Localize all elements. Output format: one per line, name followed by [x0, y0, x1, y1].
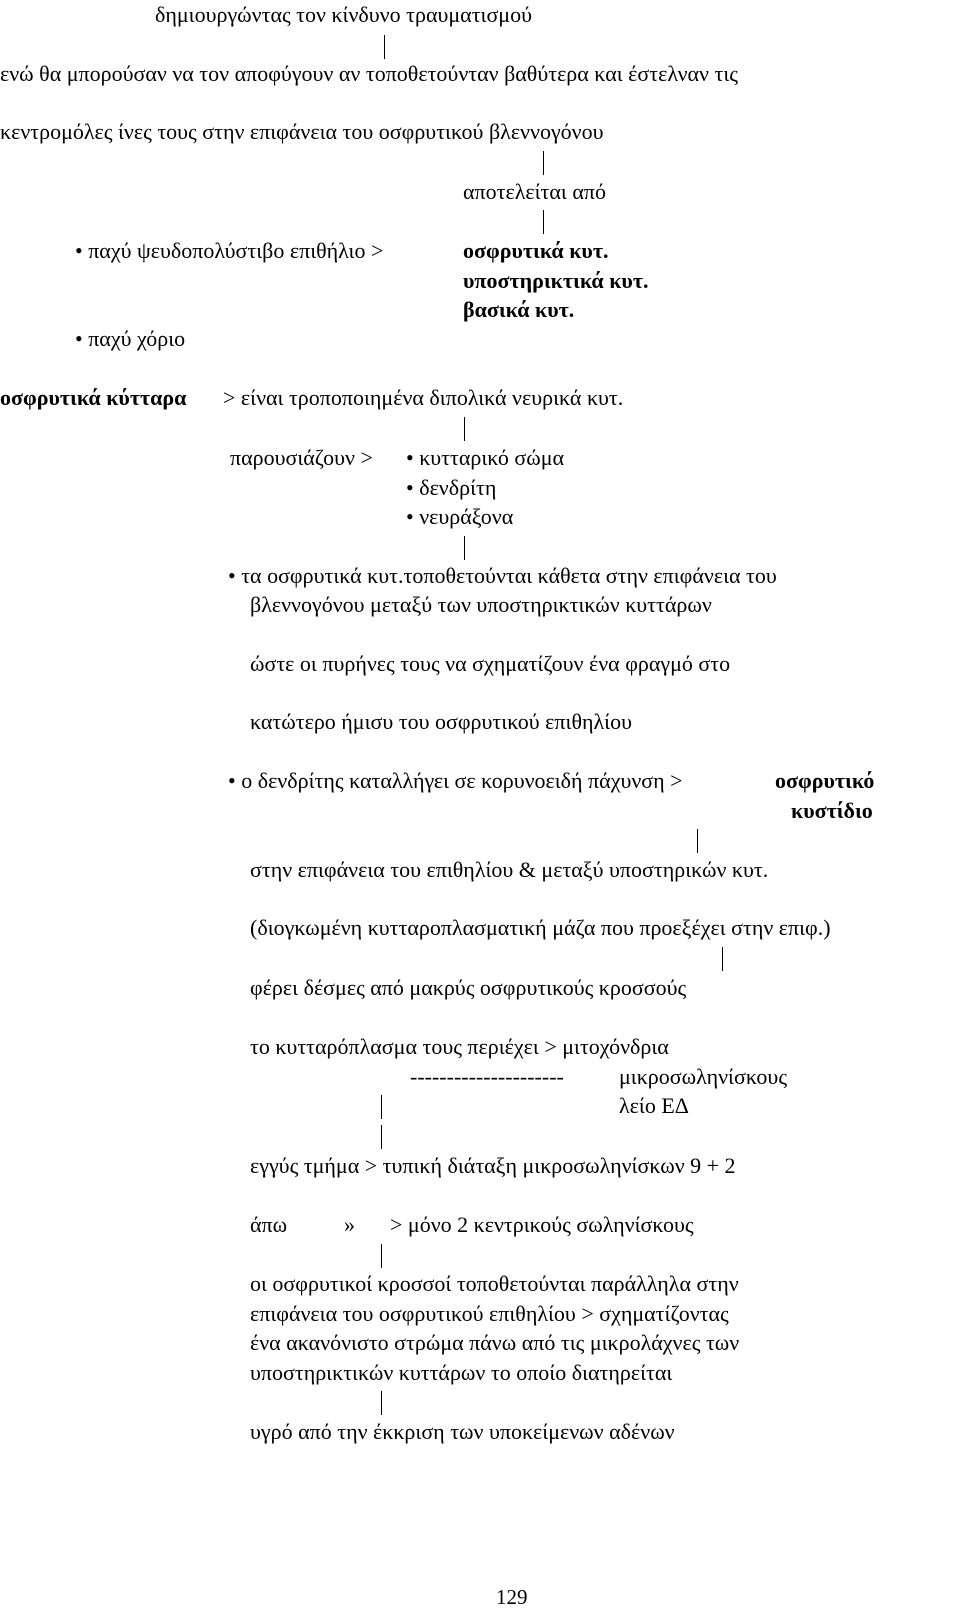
text-line: ώστε οι πυρήνες τους να σχηματίζουν ένα φραγμό στο	[250, 651, 731, 676]
bold-term: οσφρυτικό	[775, 768, 875, 793]
text-line: μικροσωληνίσκους	[619, 1064, 788, 1089]
ditto-mark: »	[344, 1212, 355, 1237]
text-line: • τα οσφρυτικά κυτ.τοποθετούνται κάθετα στην επιφάνεια του	[228, 563, 777, 588]
text-line: ένα ακανόνιστο στρώμα πάνω από τις μικρολάχνες των	[250, 1330, 740, 1355]
dash-line: ---------------------	[410, 1064, 564, 1089]
text-line: δημιουργώντας τον κίνδυνο τραυματισμού	[155, 2, 532, 27]
text-line: φέρει δέσμες από μακρύς οσφρυτικούς κροσσούς	[250, 975, 687, 1000]
list-item: • δενδρίτη	[406, 475, 497, 500]
text-line: ενώ θα μπορούσαν να τον αποφύγουν αν τοποθετούνταν βαθύτερα και έστελναν τις	[0, 61, 738, 86]
connector-bar	[381, 1125, 382, 1149]
connector-bar	[464, 536, 465, 560]
bold-term: κυστίδιο	[791, 798, 873, 823]
page-number: 129	[496, 1585, 528, 1609]
text-line: βλεννογόνου μεταξύ των υποστηρικτικών κυττάρων	[250, 592, 712, 617]
connector-bar	[381, 1095, 382, 1119]
connector-bar	[697, 829, 698, 853]
connector-bar	[543, 151, 544, 175]
connector-bar	[381, 1391, 382, 1415]
text-line: • παχύ χόριο	[75, 326, 186, 351]
text-line: λείο ΕΔ	[619, 1093, 689, 1118]
connector-bar	[381, 1244, 382, 1268]
bold-term: βασικά κυτ.	[463, 297, 575, 322]
text-line: στην επιφάνεια του επιθηλίου & μεταξύ υποστηρικών κυτ.	[250, 857, 769, 882]
bold-term: υποστηρικτικά κυτ.	[463, 268, 649, 293]
bold-term: οσφρυτικά κύτταρα	[0, 385, 187, 410]
list-item: • κυτταρικό σώμα	[406, 445, 565, 470]
text-line: επιφάνεια του οσφρυτικού επιθηλίου > σχηματίζοντας	[250, 1301, 729, 1326]
bold-term: οσφρυτικά κυτ.	[463, 238, 609, 263]
text-line: > είναι τροποποιημένα διπολικά νευρικά κυτ.	[223, 385, 624, 410]
connector-bar	[384, 35, 385, 59]
text-line: • παχύ ψευδοπολύστιβο επιθήλιο >	[75, 238, 384, 263]
text-line: κεντρομόλες ίνες τους στην επιφάνεια του οσφρυτικού βλεννογόνου	[0, 119, 604, 144]
text-line: παρουσιάζουν >	[230, 445, 373, 470]
text-line: • ο δενδρίτης καταλλήγει σε κορυνοειδή πάχυνση >	[228, 768, 683, 793]
text-line: εγγύς τμήμα > τυπική διάταξη μικροσωληνίσκων 9 + 2	[250, 1153, 736, 1178]
text-line: > μόνο 2 κεντρικούς σωληνίσκους	[390, 1212, 694, 1237]
text-line: υποστηρικτικών κυττάρων το οποίο διατηρείται	[250, 1360, 673, 1385]
connector-bar	[464, 417, 465, 441]
text-line: υγρό από την έκκριση των υποκείμενων αδένων	[250, 1419, 675, 1444]
text-line: άπω	[250, 1212, 288, 1237]
connector-bar	[722, 947, 723, 971]
text-line: το κυτταρόπλασμα τους περιέχει > μιτοχόνδρια	[250, 1034, 669, 1059]
connector-bar	[543, 210, 544, 234]
list-item: • νευράξονα	[406, 504, 514, 529]
text-line: (διογκωμένη κυτταροπλασματική μάζα που προεξέχει στην επιφ.)	[250, 915, 831, 940]
text-line: κατώτερο ήμισυ του οσφρυτικού επιθηλίου	[250, 709, 632, 734]
text-line: αποτελείται από	[463, 179, 606, 204]
text-line: οι οσφρυτικοί κροσσοί τοποθετούνται παράλληλα στην	[250, 1271, 739, 1296]
